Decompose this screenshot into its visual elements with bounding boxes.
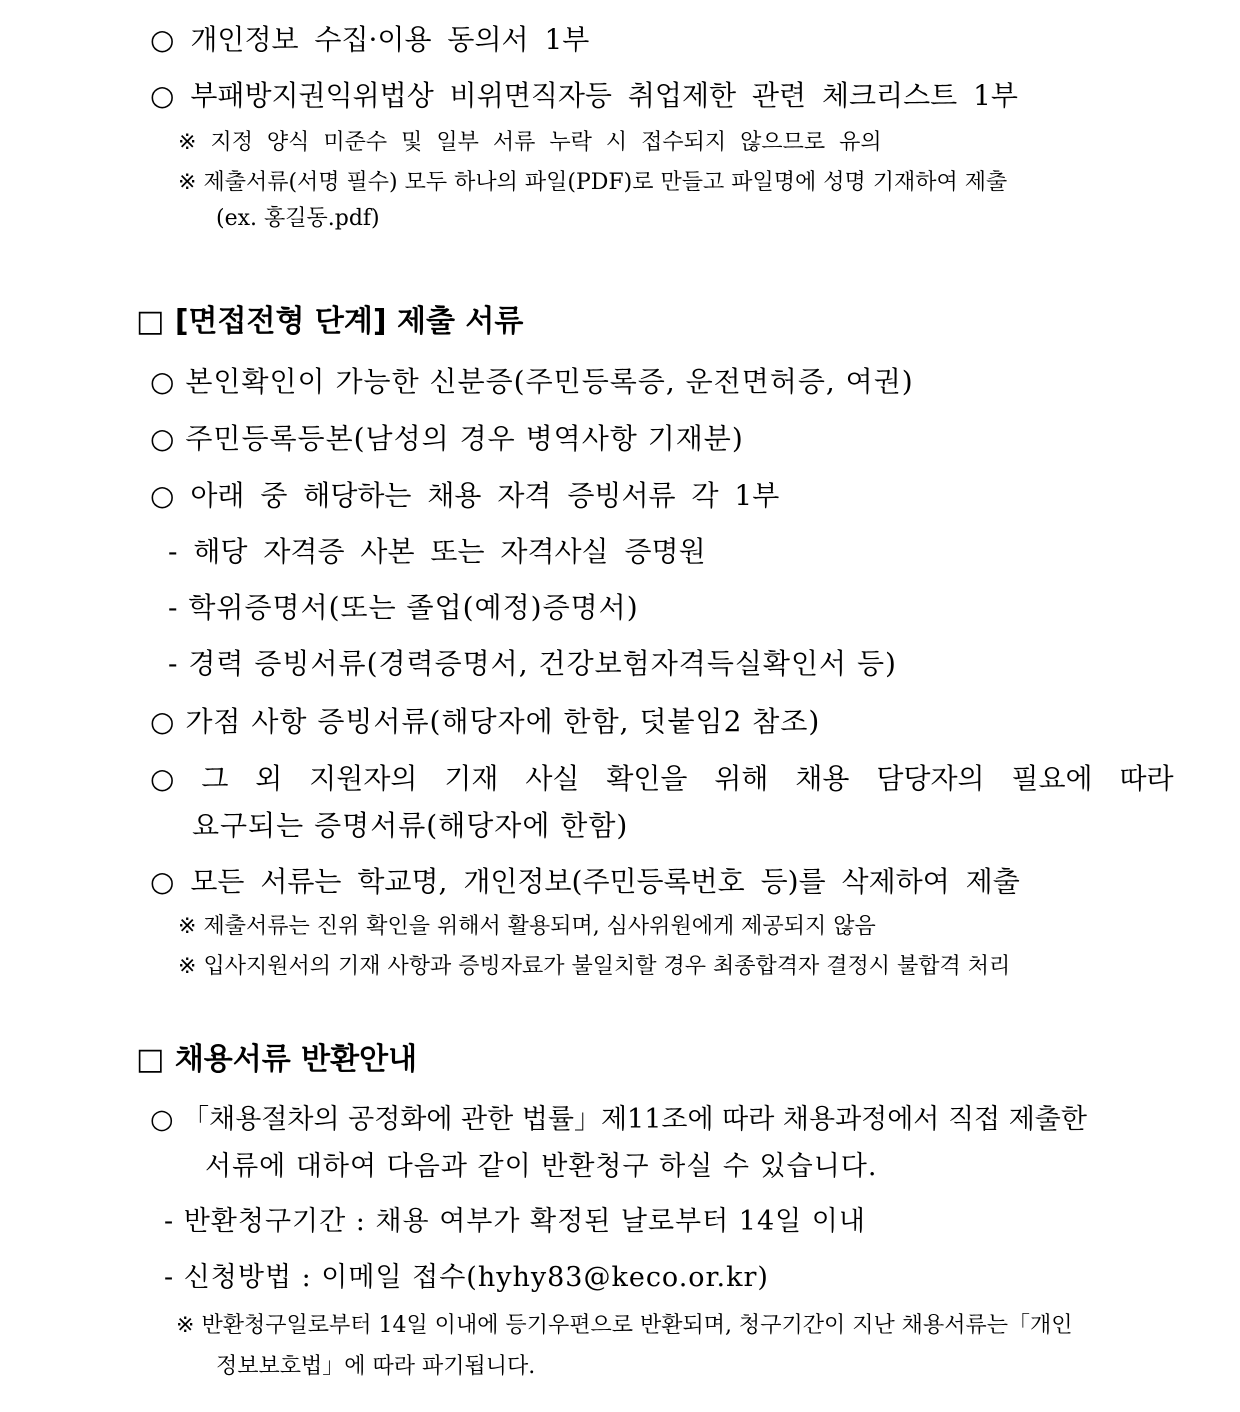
section-title: 채용서류 반환안내: [174, 1042, 418, 1077]
sub-item-text: 해당 자격증 사본 또는 자격사실 증명원: [193, 535, 706, 568]
sub-item-text: 경력 증빙서류(경력증명서, 건강보험자격득실확인서 등): [188, 647, 897, 680]
item-continuation: 서류에 대하여 다음과 같이 반환청구 하실 수 있습니다.: [205, 1151, 878, 1182]
section-heading: [136, 1042, 418, 1077]
item-text: 모든 서류는 학교명, 개인정보(주민등록번호 등)를 삭제하여 제출: [190, 865, 1020, 898]
list-item: [150, 365, 914, 398]
section-title: [면접전형 단계] 제출 서류: [174, 304, 524, 339]
dash-bullet-icon: -: [164, 1262, 175, 1293]
reference-mark-icon: ※: [178, 954, 197, 979]
item-text: 그 외 지원자의 기재 사실 확인을 위해 채용 담당자의 필요에 따라: [201, 762, 1174, 795]
sub-item: [168, 647, 897, 680]
sub-item-text: 반환청구기간 : 채용 여부가 확정된 날로부터 14일 이내: [183, 1206, 866, 1237]
note: [178, 956, 1010, 978]
circle-bullet-icon: ○: [150, 1104, 174, 1135]
note-continuation: 정보보호법」에 따라 파기됩니다.: [216, 1354, 536, 1379]
note: [178, 132, 882, 154]
note-text: 지정 양식 미준수 및 일부 서류 누락 시 접수되지 않으므로 유의: [210, 130, 882, 155]
item-text: 부패방지권익위법상 비위면직자등 취업제한 관련 체크리스트 1부: [190, 79, 1018, 112]
sub-item-text: 학위증명서(또는 졸업(예정)증명서): [188, 591, 639, 624]
reference-mark-icon: ※: [178, 170, 197, 195]
sub-item: [164, 1208, 866, 1235]
note-text: 제출서류는 진위 확인을 위해서 활용되며, 심사위원에게 제공되지 않음: [203, 914, 876, 939]
note: [176, 1315, 1072, 1337]
note-text: 제출서류(서명 필수) 모두 하나의 파일(PDF)로 만들고 파일명에 성명 기재하여 제출: [203, 170, 1008, 195]
circle-bullet-icon: ○: [150, 762, 175, 795]
list-item: [150, 1106, 1087, 1133]
list-item: [150, 422, 744, 455]
circle-bullet-icon: ○: [150, 422, 176, 455]
note-continuation: (ex. 홍길동.pdf): [216, 206, 380, 231]
item-text: 「채용절차의 공정화에 관한 법률」제11조에 따라 채용과정에서 직접 제출한: [182, 1104, 1087, 1135]
note: [178, 172, 1007, 194]
square-bullet-icon: □: [136, 1042, 165, 1077]
list-item: [150, 79, 1018, 112]
item-text: 주민등록등본(남성의 경우 병역사항 기재분): [185, 422, 744, 455]
list-item: [150, 865, 1020, 898]
list-item: [150, 479, 780, 512]
circle-bullet-icon: ○: [150, 79, 175, 112]
sub-item: [164, 1264, 769, 1291]
item-text: 개인정보 수집·이용 동의서 1부: [190, 23, 590, 56]
reference-mark-icon: ※: [176, 1313, 195, 1338]
dash-bullet-icon: -: [168, 591, 179, 624]
dash-bullet-icon: -: [164, 1206, 175, 1237]
item-text: 본인확인이 가능한 신분증(주민등록증, 운전면허증, 여권): [185, 365, 914, 398]
note-text: 입사지원서의 기재 사항과 증빙자료가 불일치할 경우 최종합격자 결정시 불합격 처리: [203, 954, 1011, 979]
sub-item-text: 신청방법 : 이메일 접수(hyhy83@keco.or.kr): [183, 1262, 769, 1293]
list-item: [150, 705, 821, 738]
note-text: 반환청구일로부터 14일 이내에 등기우편으로 반환되며, 청구기간이 지난 채용서류는「개인: [201, 1313, 1073, 1338]
reference-mark-icon: ※: [178, 914, 197, 939]
list-item: [150, 23, 590, 56]
sub-item: [168, 535, 706, 568]
circle-bullet-icon: ○: [150, 23, 175, 56]
dash-bullet-icon: -: [168, 535, 178, 568]
circle-bullet-icon: ○: [150, 865, 175, 898]
sub-item: [168, 591, 639, 624]
circle-bullet-icon: ○: [150, 705, 176, 738]
list-item: [150, 762, 1174, 795]
reference-mark-icon: ※: [178, 130, 197, 155]
circle-bullet-icon: ○: [150, 365, 176, 398]
dash-bullet-icon: -: [168, 647, 179, 680]
item-continuation: 요구되는 증명서류(해당자에 한함): [192, 809, 629, 842]
item-text: 가점 사항 증빙서류(해당자에 한함, 덧붙임2 참조): [185, 705, 821, 738]
circle-bullet-icon: ○: [150, 479, 175, 512]
note: [178, 916, 876, 938]
square-bullet-icon: □: [136, 304, 165, 339]
item-text: 아래 중 해당하는 채용 자격 증빙서류 각 1부: [190, 479, 780, 512]
section-heading: [136, 304, 524, 339]
